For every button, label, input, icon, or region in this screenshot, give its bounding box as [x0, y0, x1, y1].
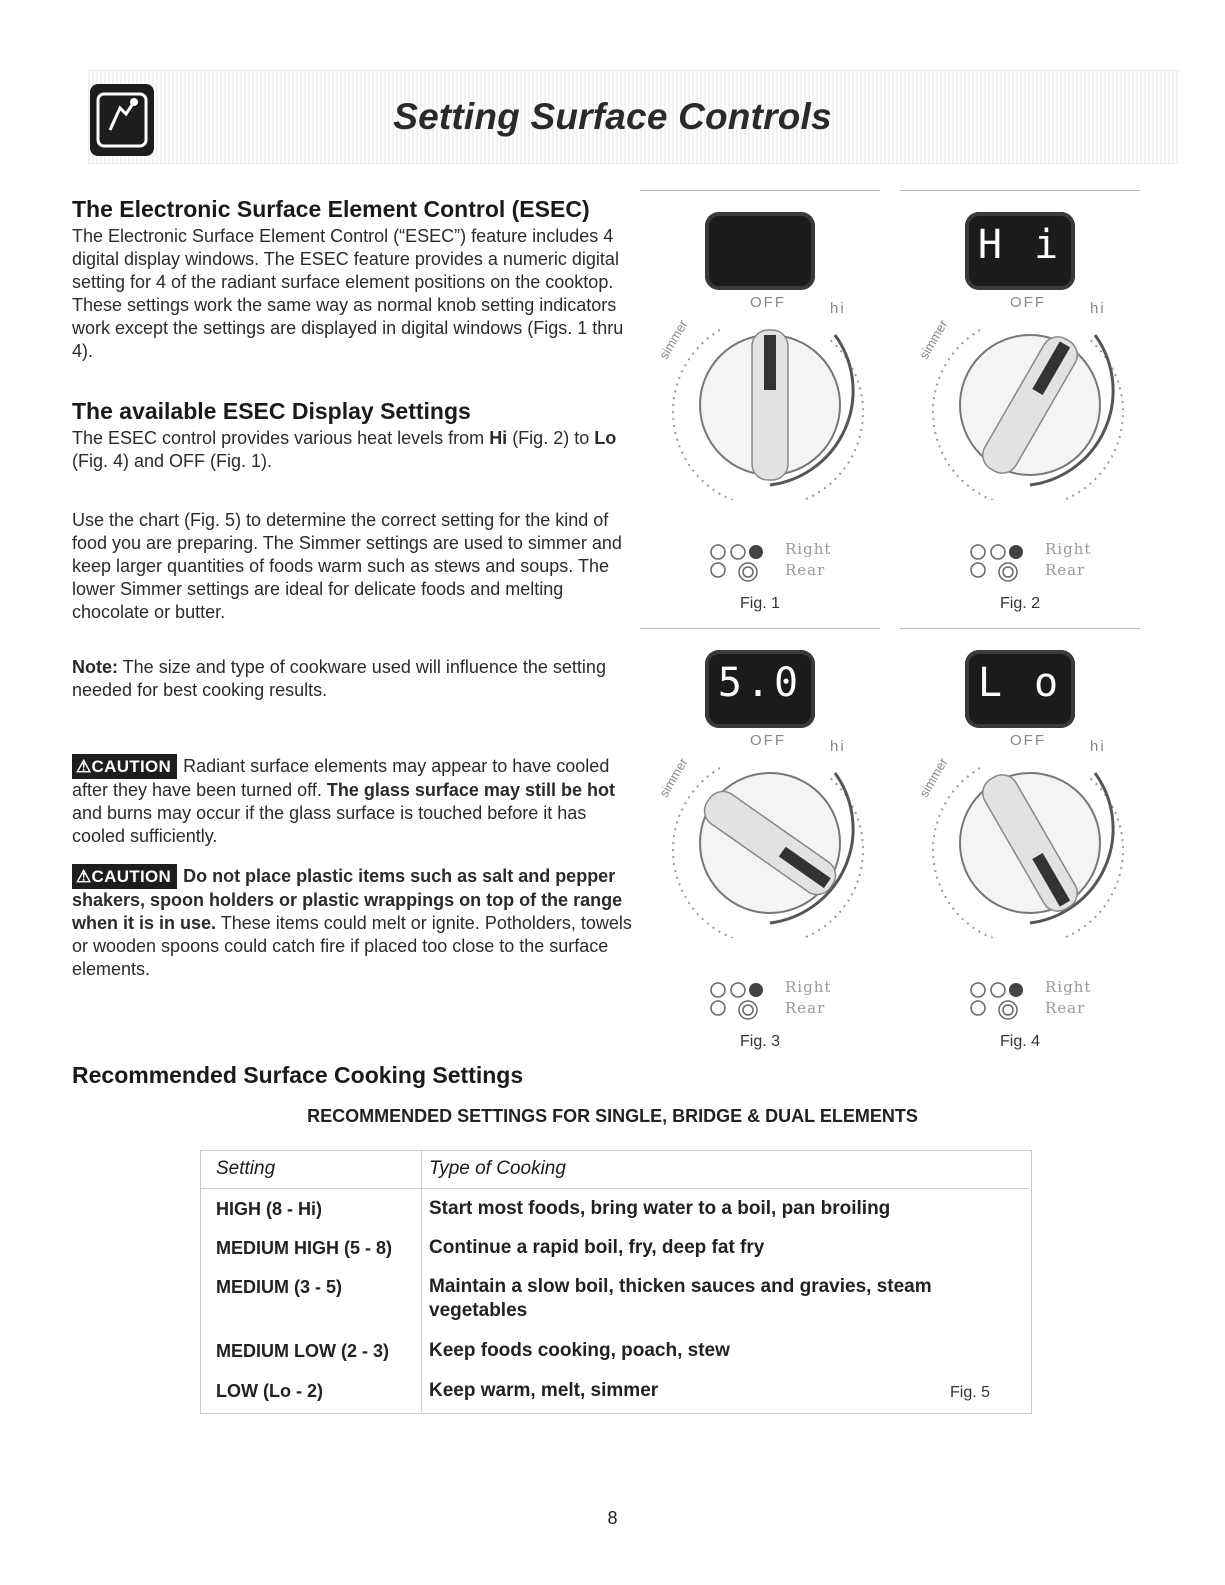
figure-1	[640, 190, 880, 612]
note-paragraph	[72, 656, 632, 702]
right-label: Right	[1045, 978, 1092, 996]
table-row-type: Start most foods, bring water to a boil, pan broiling	[429, 1198, 891, 1219]
caution-badge: ⚠CAUTION	[72, 864, 177, 889]
page-number: 8	[607, 1508, 618, 1528]
figure-rule	[640, 190, 880, 191]
fig5-caption: Fig. 5	[950, 1384, 991, 1401]
right-label: Right	[1045, 540, 1092, 558]
figure-2	[900, 190, 1140, 612]
simmer-label: simmer	[916, 317, 951, 362]
table-header-rule	[200, 1188, 1030, 1189]
caution-bold: Do not place plastic items such as salt and pepper shakers, spoon holders or plastic wrappings on top of the range when it is in use.	[72, 866, 623, 933]
control-knob[interactable]	[920, 300, 1130, 500]
caution-text: and burns may occur if the glass surface is touched before it has cooled sufficiently.	[72, 803, 587, 846]
table-row-type: Keep warm, melt, simmer	[429, 1380, 659, 1401]
hi-label: Hi	[489, 428, 508, 448]
table-divider	[421, 1150, 422, 1412]
chart-use-paragraph	[72, 509, 632, 624]
control-knob[interactable]	[660, 300, 870, 500]
table-row-type: Maintain a slow boil, thicken sauces and gravies, steam vegetables	[429, 1276, 932, 1321]
digital-display	[705, 650, 815, 728]
off-label: OFF	[1010, 732, 1046, 749]
esec-heading: The Electronic Surface Element Control (ESEC)	[72, 196, 590, 222]
rear-label: Rear	[1045, 561, 1086, 579]
esec-body: The Electronic Surface Element Control (“ESEC”) feature includes 4 digital display windows. The ESEC feature provides a numeric digital setting for 4 of the radiant surface element positions on the cooktop. These settings work the same way as normal knob setting indicators work except the settings are displayed in digital windows (Figs. 1 thru 4).	[72, 226, 624, 361]
available-heading: The available ESEC Display Settings	[72, 398, 471, 424]
caution-1	[72, 754, 632, 848]
simmer-label: simmer	[656, 317, 691, 362]
figure-caption: Fig. 3	[739, 1033, 780, 1050]
display-readout: 5.0	[717, 660, 803, 706]
figure-3	[640, 628, 880, 1050]
caution-text: Radiant surface elements may appear to have cooled after they have been turned off.	[72, 756, 610, 800]
control-knob[interactable]	[660, 738, 870, 938]
figure-4	[900, 628, 1140, 1050]
hi-label: hi	[1090, 738, 1106, 755]
hi-label: hi	[830, 738, 846, 755]
available-text: (Fig. 2) to	[507, 428, 595, 448]
available-body	[72, 427, 632, 473]
figure-rule	[640, 628, 880, 629]
caution-badge: ⚠CAUTION	[72, 754, 177, 779]
table-row-type: Keep foods cooking, poach, stew	[429, 1340, 730, 1361]
figure-caption: Fig. 2	[999, 595, 1040, 612]
display-readout: L o	[977, 660, 1063, 706]
available-text: The ESEC control provides various heat levels from	[72, 428, 490, 448]
chart-use-text: Use the chart (Fig. 5) to determine the correct setting for the kind of food you are preparing. The Simmer settings are used to simmer and keep larger quantities of foods warm such as stews and soups. The lower Simmer settings are ideal for delicate foods and melting chocolate or butter.	[72, 510, 622, 622]
table-row-setting: HIGH (8 - Hi)	[216, 1199, 322, 1219]
off-label: OFF	[1010, 294, 1046, 311]
control-knob[interactable]	[920, 738, 1130, 938]
right-label: Right	[785, 540, 832, 558]
figure-caption: Fig. 1	[739, 595, 780, 612]
off-label: OFF	[750, 294, 786, 311]
note-text: The size and type of cookware used will influence the setting needed for best cooking results.	[72, 657, 606, 700]
rear-label: Rear	[785, 999, 826, 1017]
available-section	[72, 398, 632, 473]
table-row-setting: MEDIUM LOW (2 - 3)	[216, 1341, 389, 1361]
table-row-type: Continue a rapid boil, fry, deep fat fry	[429, 1237, 765, 1258]
caution-2	[72, 864, 632, 981]
rear-label: Rear	[1045, 999, 1086, 1017]
col-header-setting: Setting	[216, 1158, 276, 1179]
hi-label: hi	[1090, 300, 1106, 317]
available-text: (Fig. 4) and OFF (Fig. 1).	[72, 451, 273, 471]
lo-label: Lo	[594, 428, 617, 448]
recommended-heading: Recommended Surface Cooking Settings	[72, 1062, 524, 1088]
figure-rule	[900, 628, 1140, 629]
digital-display	[705, 212, 815, 290]
recommended-subheading: RECOMMENDED SETTINGS FOR SINGLE, BRIDGE & DUAL ELEMENTS	[307, 1106, 918, 1126]
caution-text: These items could melt or ignite. Potholders, towels or wooden spoons could catch fire if placed too close to the surface elements.	[72, 913, 632, 979]
col-header-type: Type of Cooking	[429, 1158, 566, 1179]
table-row-setting: MEDIUM HIGH (5 - 8)	[216, 1238, 393, 1258]
table-row-setting: LOW (Lo - 2)	[216, 1381, 323, 1401]
hi-label: hi	[830, 300, 846, 317]
simmer-label: simmer	[656, 755, 691, 800]
figure-caption: Fig. 4	[999, 1033, 1040, 1050]
esec-section	[72, 196, 632, 363]
right-label: Right	[785, 978, 832, 996]
note-label: Note:	[72, 657, 118, 677]
rear-label: Rear	[785, 561, 826, 579]
table-row-setting: MEDIUM (3 - 5)	[216, 1277, 342, 1297]
simmer-label: simmer	[916, 755, 951, 800]
page-title: Setting Surface Controls	[393, 96, 832, 137]
caution-bold: The glass surface may still be hot	[326, 780, 615, 800]
digital-display	[965, 650, 1075, 728]
figure-rule	[900, 190, 1140, 191]
off-label: OFF	[750, 732, 786, 749]
digital-display	[965, 212, 1075, 290]
display-readout: H i	[977, 222, 1063, 268]
